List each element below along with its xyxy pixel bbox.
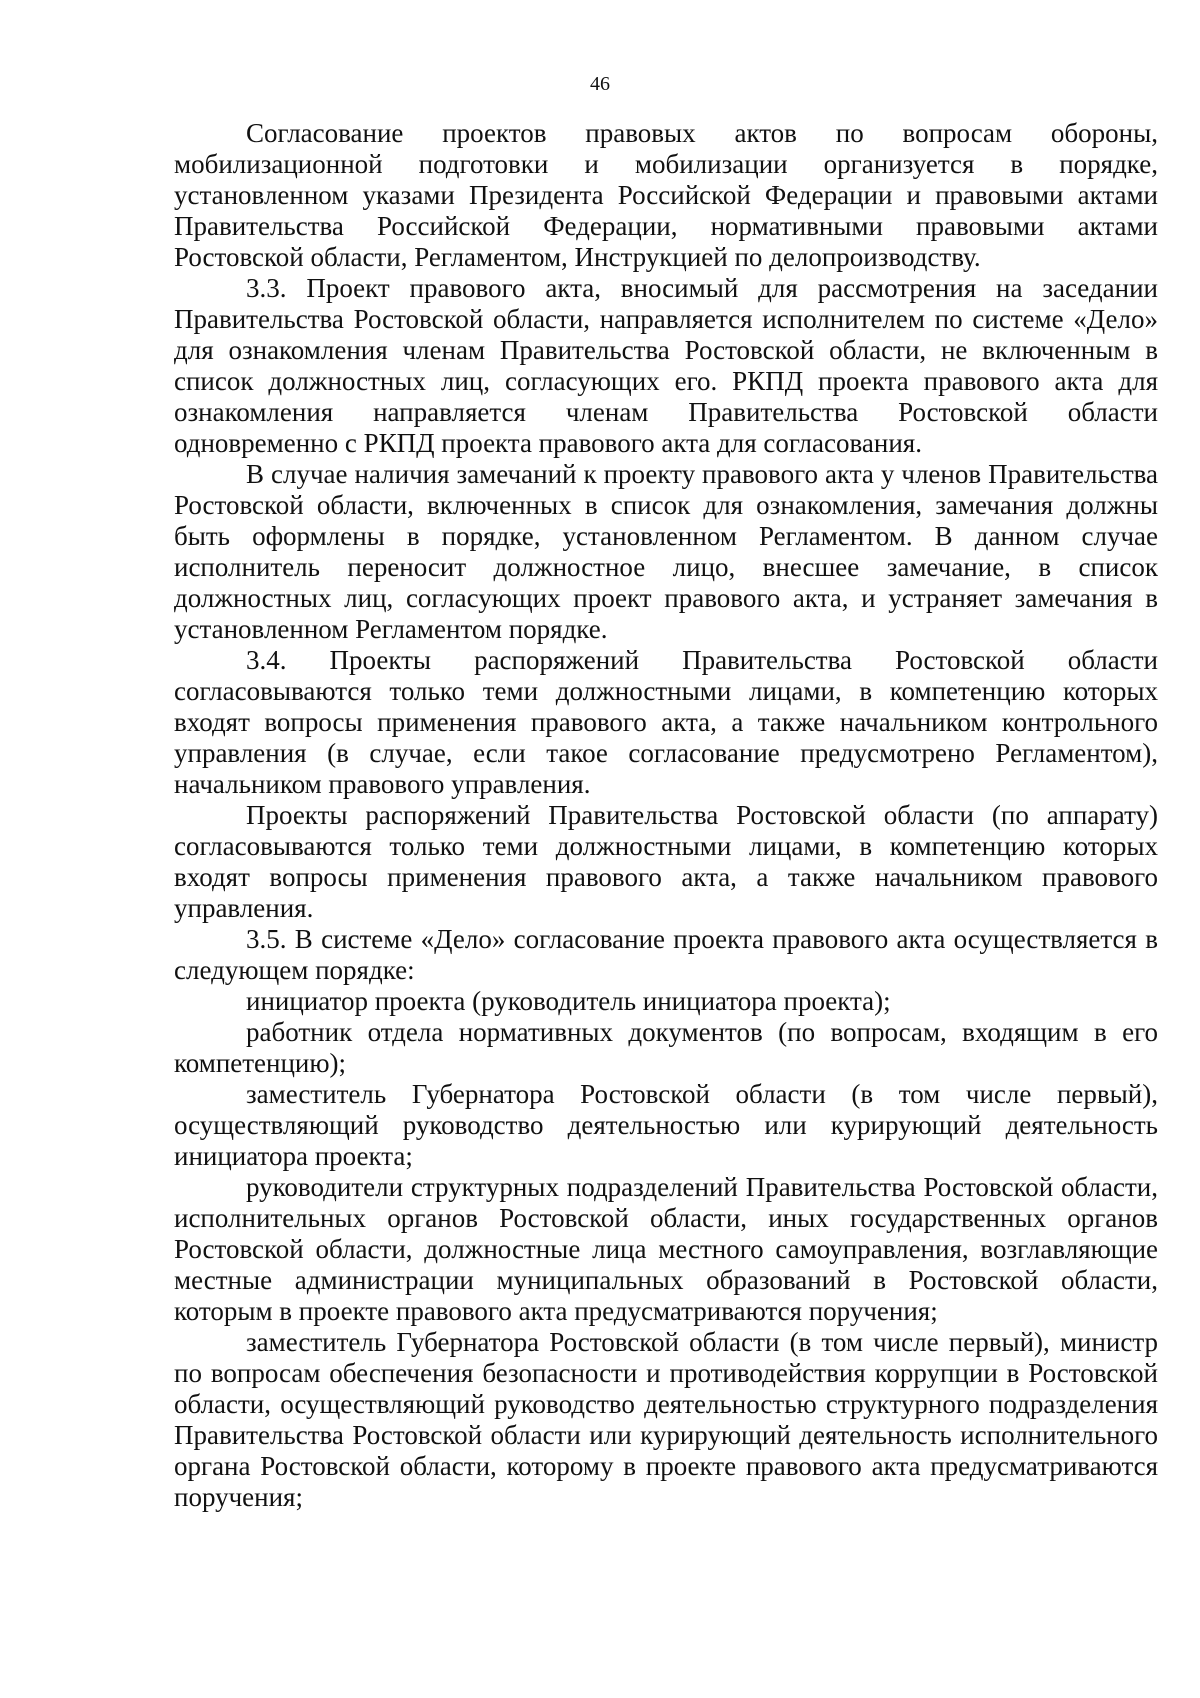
list-item-initiator: инициатор проекта (руководитель инициатора проекта);	[246, 986, 891, 1016]
paragraph-3-4: 3.4. Проекты распоряжений Правительства Ростовской области согласовываются только теми должностными лицами, в компетенцию которых входят вопросы применения правового акта, а также начальником контрольного управления (в случае, если такое согласование предусмотрено Регламентом), начальником правового управления.	[174, 645, 1158, 799]
paragraph-remarks: В случае наличия замечаний к проекту правового акта у членов Правительства Ростовской области, включенных в список для ознакомления, замечания должны быть оформлены в порядке, установленном Регламентом. В данном случае исполнитель переносит должностное лицо, внесшее замечание, в список должностных лиц, согласующих проект правового акта, и устраняет замечания в установленном Регламентом порядке.	[174, 459, 1158, 644]
list-item-normative-department: работник отдела нормативных документов (по вопросам, входящим в его компетенцию);	[174, 1017, 1158, 1078]
list-item-heads-of-units: руководители структурных подразделений Правительства Ростовской области, исполнительных органов Ростовской области, иных государственных органов Ростовской области, должностные лица местного самоуправления, возглавляющие местные администрации муниципальных образований в Ростовской области, которым в проекте правового акта предусматриваются поручения;	[174, 1172, 1158, 1326]
paragraph-3-5: 3.5. В системе «Дело» согласование проекта правового акта осуществляется в следующем порядке:	[174, 924, 1158, 985]
document-body	[174, 118, 1158, 1513]
page-number: 46	[590, 73, 610, 95]
paragraph-apparatus-orders: Проекты распоряжений Правительства Ростовской области (по аппарату) согласовываются только теми должностными лицами, в компетенцию которых входят вопросы применения правового акта, а также начальником правового управления.	[174, 800, 1158, 923]
list-item-deputy-governor: заместитель Губернатора Ростовской области (в том числе первый), осуществляющий руководство деятельностью или курирующий деятельность инициатора проекта;	[174, 1079, 1158, 1171]
paragraph-defense-approval: Согласование проектов правовых актов по вопросам обороны, мобилизационной подготовки и мобилизации организуется в порядке, установленном указами Президента Российской Федерации и правовыми актами Правительства Российской Федерации, нормативными правовыми актами Ростовской области, Регламентом, Инструкцией по делопроизводству.	[174, 118, 1158, 272]
list-item-deputy-governor-security: заместитель Губернатора Ростовской области (в том числе первый), министр по вопросам обеспечения безопасности и противодействия коррупции в Ростовской области, осуществляющий руководство деятельностью структурного подразделения Правительства Ростовской области или курирующий деятельность исполнительного органа Ростовской области, которому в проекте правового акта предусматриваются поручения;	[174, 1327, 1158, 1512]
paragraph-3-3: 3.3. Проект правового акта, вносимый для рассмотрения на заседании Правительства Ростовской области, направляется исполнителем по системе «Дело» для ознакомления членам Правительства Ростовской области, не включенным в список должностных лиц, согласующих его. РКПД проекта правового акта для ознакомления направляется членам Правительства Ростовской области одновременно с РКПД проекта правового акта для согласования.	[174, 273, 1158, 458]
